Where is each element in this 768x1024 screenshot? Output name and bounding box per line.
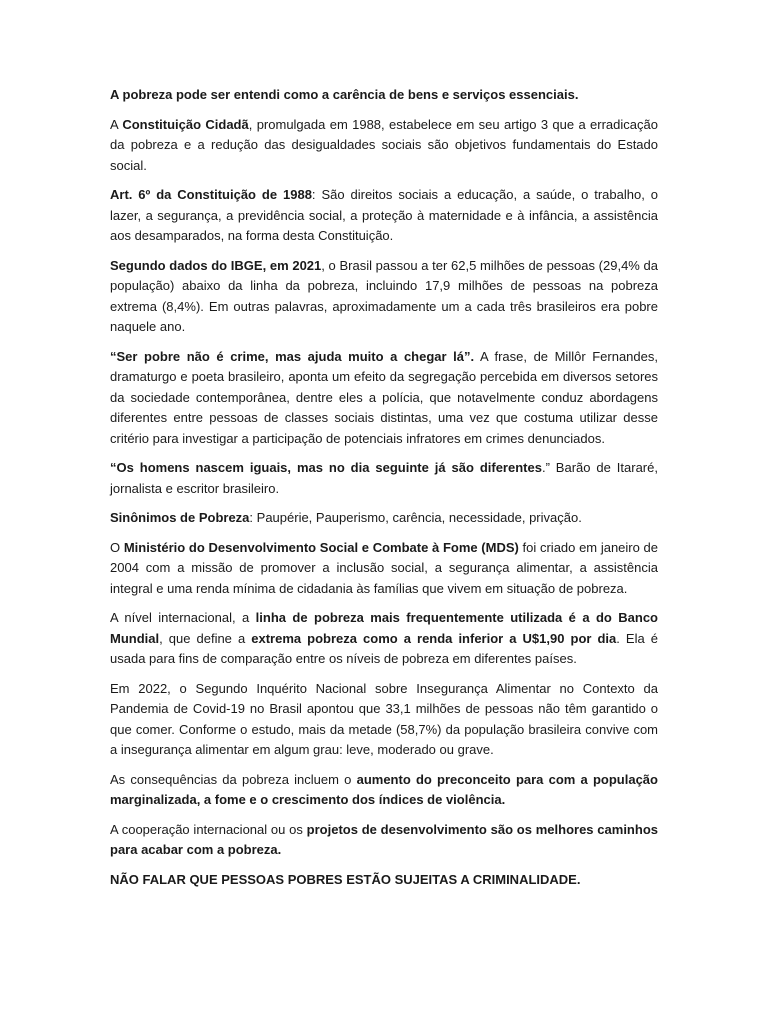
bold-text: extrema pobreza como a renda inferior a U$1,90 por dia [251, 630, 617, 646]
paragraph [110, 458, 658, 499]
bold-text: Art. 6º da Constituição de 1988 [110, 187, 312, 202]
paragraph [110, 508, 658, 529]
bold-text: “Os homens nascem iguais, mas no dia seguinte já são diferentes [110, 460, 542, 475]
paragraph [110, 770, 658, 811]
text-run: A cooperação internacional ou os [110, 821, 307, 837]
bold-text: projetos de desenvolvimento são os melhores caminhos para acabar com a pobreza. [110, 821, 658, 857]
paragraph [110, 256, 658, 338]
bold-text: Ministério do Desenvolvimento Social e Combate à Fome (MDS) [123, 539, 519, 555]
text-run: As consequências da pobreza incluem o [110, 771, 357, 787]
text-run: Em 2022, o Segundo Inquérito Nacional sobre Insegurança Alimentar no Contexto da Pandemia de Covid-19 no Brasil apontou que 33,1 milhões de pessoas não têm garantido o que comer. Conforme o estudo, mais da metade (58,7%) da população brasileira convive com a insegurança alimentar em algum grau: leve, moderado ou grave. [110, 680, 658, 757]
paragraph [110, 185, 658, 247]
paragraph [110, 115, 658, 177]
paragraph [110, 870, 658, 891]
bold-text: Constituição Cidadã [122, 116, 249, 132]
paragraph [110, 608, 658, 670]
paragraph [110, 85, 658, 106]
bold-text: Sinônimos de Pobreza [110, 510, 250, 525]
bold-text: linha de pobreza mais frequentemente utilizada é a do Banco Mundial [110, 610, 658, 646]
paragraph [110, 679, 658, 761]
text-run: , promulgada em 1988, estabelece em seu artigo 3 que a erradicação da pobreza e a redução das desigualdades sociais são objetivos fundamentais do Estado social. [110, 116, 658, 173]
bold-text: NÃO FALAR QUE PESSOAS POBRES ESTÃO SUJEITAS A CRIMINALIDADE. [110, 871, 581, 887]
text-run: A nível internacional, a [110, 610, 256, 625]
paragraph [110, 347, 658, 450]
text-run: A [110, 116, 123, 132]
text-run: , o Brasil passou a ter 62,5 milhões de pessoas (29,4% da população) abaixo da linha da pobreza, incluindo 17,9 milhões de pessoas na pobreza extrema (8,4%). Em outras palavras, aproximadamente um a cada três brasileiros era pobre naquele ano. [110, 257, 659, 334]
document-body [110, 85, 658, 890]
bold-text: Segundo dados do IBGE, em 2021 [110, 257, 322, 273]
paragraph [110, 538, 658, 600]
text-run: : São direitos sociais a educação, a saúde, o trabalho, o lazer, a segurança, a previdência social, a proteção à maternidade e à infância, a assistência aos desamparados, na forma desta Constituição. [110, 187, 658, 243]
text-run: A frase, de Millôr Fernandes, dramaturgo e poeta brasileiro, aponta um efeito da segregação percebida em diversos setores da sociedade contemporânea, dentre eles a polícia, que notavelmente conduz abordagens diferentes entre pessoas de classes sociais distintas, uma vez que costuma utilizar desse critério para investigar a participação de potenciais infratores em crimes denunciados. [110, 348, 658, 446]
text-run: O [110, 539, 124, 555]
text-run: : Paupérie, Pauperismo, carência, necessidade, privação. [249, 510, 582, 525]
bold-text: “Ser pobre não é crime, mas ajuda muito a chegar lá”. [110, 348, 475, 364]
paragraph [110, 820, 658, 861]
text-run: . Ela é usada para fins de comparação entre os níveis de pobreza em diferentes países. [110, 630, 658, 666]
bold-text: aumento do preconceito para com a população marginalizada, a fome e o crescimento dos índices de violência. [110, 771, 658, 807]
text-run: foi criado em janeiro de 2004 com a missão de promover a inclusão social, a segurança alimentar, a assistência integral e uma renda mínima de cidadania às famílias que vivem em situação de pobreza. [110, 539, 658, 596]
text-run: .” Barão de Itararé, jornalista e escritor brasileiro. [110, 460, 658, 496]
text-run: , que define a [159, 630, 252, 646]
bold-text: A pobreza pode ser entendi como a carência de bens e serviços essenciais. [110, 87, 579, 102]
